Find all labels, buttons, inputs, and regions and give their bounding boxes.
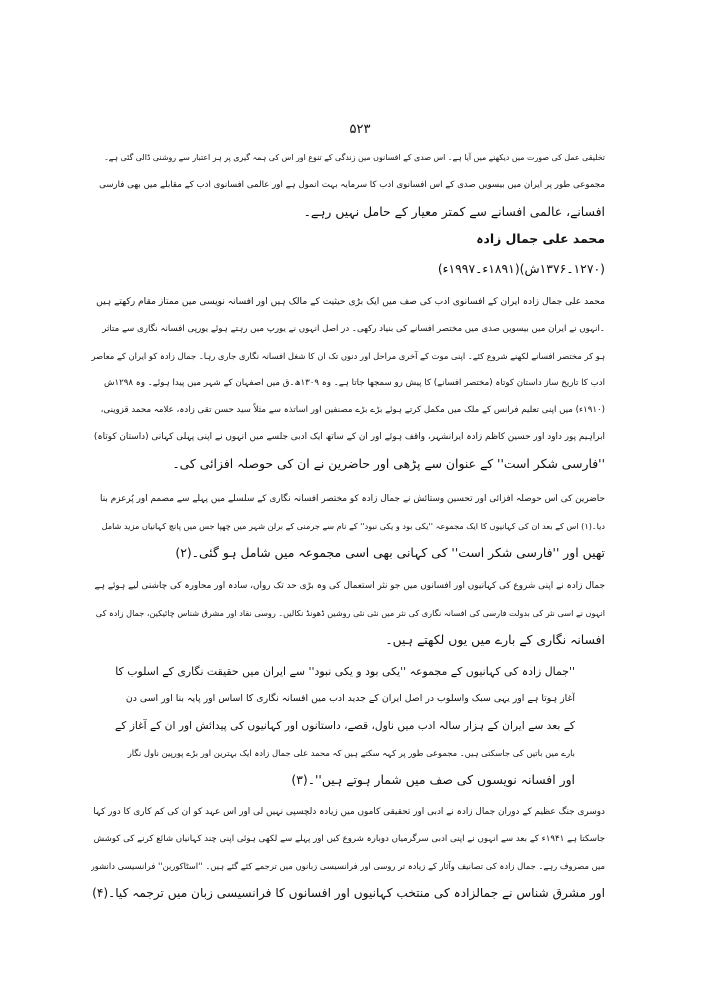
- text-line: دیا۔(۱) اس کے بعد ان کی کہانیوں کا ایک مجموعہ ''یکی بود و یکی نبود'' کے نام سے جرمنی کے برلن شہر میں چھپا جس میں پانچ کہانیاں مزید شامل: [101, 521, 605, 531]
- quote-line: ''جمال زادہ کی کہانیوں کے مجموعہ ''یکی بود و یکی نبود'' سے ایران میں حقیقت نگاری کے اسلوب کا: [115, 665, 575, 678]
- text-line: دوسری جنگ عظیم کے دوران جمال زادہ نے ادبی اور تحقیقی کاموں میں زیادہ دلچسپی نہیں لی اور اس عہد کو ان کی کم کاری کا دور کہا: [93, 807, 605, 817]
- heading-dates: (۱۲۷۰۔۱۳۷۶ش)(۱۸۹۱ء۔۱۹۹۷ء): [437, 261, 605, 276]
- page-number: ۵۲۳: [349, 122, 371, 137]
- text-line: ''فارسی شکر است'' کے عنوان سے پڑھی اور حاضرین نے ان کی حوصلہ افزائی کی۔: [172, 456, 605, 471]
- quote-line: بارے میں باتیں کی جاسکتی ہیں۔ مجموعی طور پر کہہ سکتے ہیں کہ محمد علی جمال زادہ ایک بہترین اور بڑے پورپین ناول نگار: [127, 748, 575, 758]
- text-line: ۔انہوں نے ایران میں بیسویں صدی میں مختصر افسانے کی بنیاد رکھی۔ در اصل انہوں نے یورپ میں رہتے ہوئے یورپی افسانہ نگاری سے متاثر: [102, 324, 605, 334]
- text-line: مجموعی طور پر ایران میں بیسویں صدی کے اس افسانوی ادب کا سرمایہ بہت انمول ہے اور عالمی افسانوی ادب کے مقابلے میں بھی فارسی: [99, 180, 605, 190]
- text-line: (۱۹۱۰ء) میں اپنی تعلیم فرانس کے ملک میں مکمل کرتے ہوئے بڑے بڑے مصنفین اور اساتذہ سے مثلاً سید حسن تقی زادہ، علامہ محمد قزوینی،: [100, 405, 605, 415]
- text-line: ادب کا تاریخ ساز داستان کوتاہ (مختصر افسانے) کا پیش رو سمجھا جاتا ہے۔ وہ ۱۳۰۹ھ۔ق میں اصفہان کے شہر میں پیدا ہوئے۔ وہ ۱۲۹۸ش: [103, 378, 605, 388]
- text-line: اور مشرق شناس نے جمالزادہ کی منتخب کہانیوں اور افسانوں کا فرانسیسی زبان میں ترجمہ کیا۔(۴): [92, 886, 605, 900]
- text-line: جاسکتا ہے ۱۹۴۱ء کے بعد سے انہوں نے اپنی ادبی سرگرمیاں دوبارہ شروع کیں اور پہلے سے لکھی ہوئی اپنی چند کہانیاں شائع کرنے کی کوشش: [93, 834, 605, 844]
- quote-line: کے بعد سے ایران کے ہزار سالہ ادب میں ناول، قصے، داستانوں اور کہانیوں کی پیدائش اور ان کے آغاز کے: [115, 719, 575, 732]
- text-line: تخلیقی عمل کی صورت میں دیکھنے میں آیا ہے۔ اس صدی کے افسانوں میں زندگی کے تنوع اور اس کی ہمہ گیری پر ہر اعتبار سے روشنی ڈالی گئی ہے۔: [104, 153, 605, 162]
- text-line: میں مصروف رہے۔ جمال زادہ کی تصانیف وآثار کے زیادہ تر روسی اور فرانسیسی زبانوں میں ترجمے کئے گئے ہیں۔ ''اسٹاکوربن'' فرانسیسی دانشور: [91, 861, 605, 871]
- text-line: حاضرین کی اس حوصلہ افزائی اور تحسین وستائش نے جمال زادہ کو مختصر افسانہ نگاری کے سلسلے میں پہلے سے مصمم اور پُرعزم بنا: [100, 494, 605, 504]
- section-heading: محمد علی جمال زادہ: [476, 231, 605, 246]
- text-line: ابراہیم پور داود اور حسین کاظم زادہ ایرانشہر، واقف ہوئے اور ان کے ساتھ ایک ادبی جلسے میں انہوں نے اپنی پہلی کہانی (داستان کوتاہ): [93, 432, 605, 442]
- text-line: جمال زادہ نے اپنی شروع کی کہانیوں اور افسانوں میں جو نثر استعمال کی وہ بڑی حد تک رواں، سادہ اور محاورہ کی چاشنی لیے ہوئے ہے: [94, 581, 605, 591]
- text-line: تھیں اور ''فارسی شکر است'' کی کہانی بھی اسی مجموعہ میں شامل ہو گئی۔(۲): [175, 545, 605, 560]
- text-line: افسانہ نگاری کے بارے میں یوں لکھتے ہیں۔: [385, 632, 605, 647]
- text-line: افسانے، عالمی افسانے سے کمتر معیار کے حامل نہیں رہے۔: [303, 204, 605, 219]
- text-line: انہوں نے اسی نثر کی بدولت فارسی کی افسانہ نگاری کی نثر میں نئی نئی روشیں ڈھونڈ نکالیں۔ روسی نقاد اور مشرق شناس چائیکین، جمال زادہ کی: [95, 608, 605, 618]
- text-line: محمد علی جمال زادہ ایران کے افسانوی ادب کی صف میں ایک بڑی حیثیت کے مالک ہیں اور افسانہ نویسی میں ممتاز مقام رکھتے ہیں: [96, 297, 605, 307]
- quote-line: اور افسانہ نویسوں کی صف میں شمار ہوتے ہیں''۔(۳): [291, 772, 575, 787]
- text-line: ہو کر مختصر افسانے لکھنے شروع کئے۔ اپنی موت کے آخری مراحل اور دنوں تک ان کا شغل افسانہ نگاری جاری رہا۔ جمال زادہ کو ایران کے معاصر: [91, 351, 605, 361]
- quote-line: آغاز ہوتا ہے اور یہی سبک واسلوب در اصل ایران کے جدید ادب میں افسانہ نگاری کا اساس اور پایہ بنا اور اسی دن: [125, 693, 575, 704]
